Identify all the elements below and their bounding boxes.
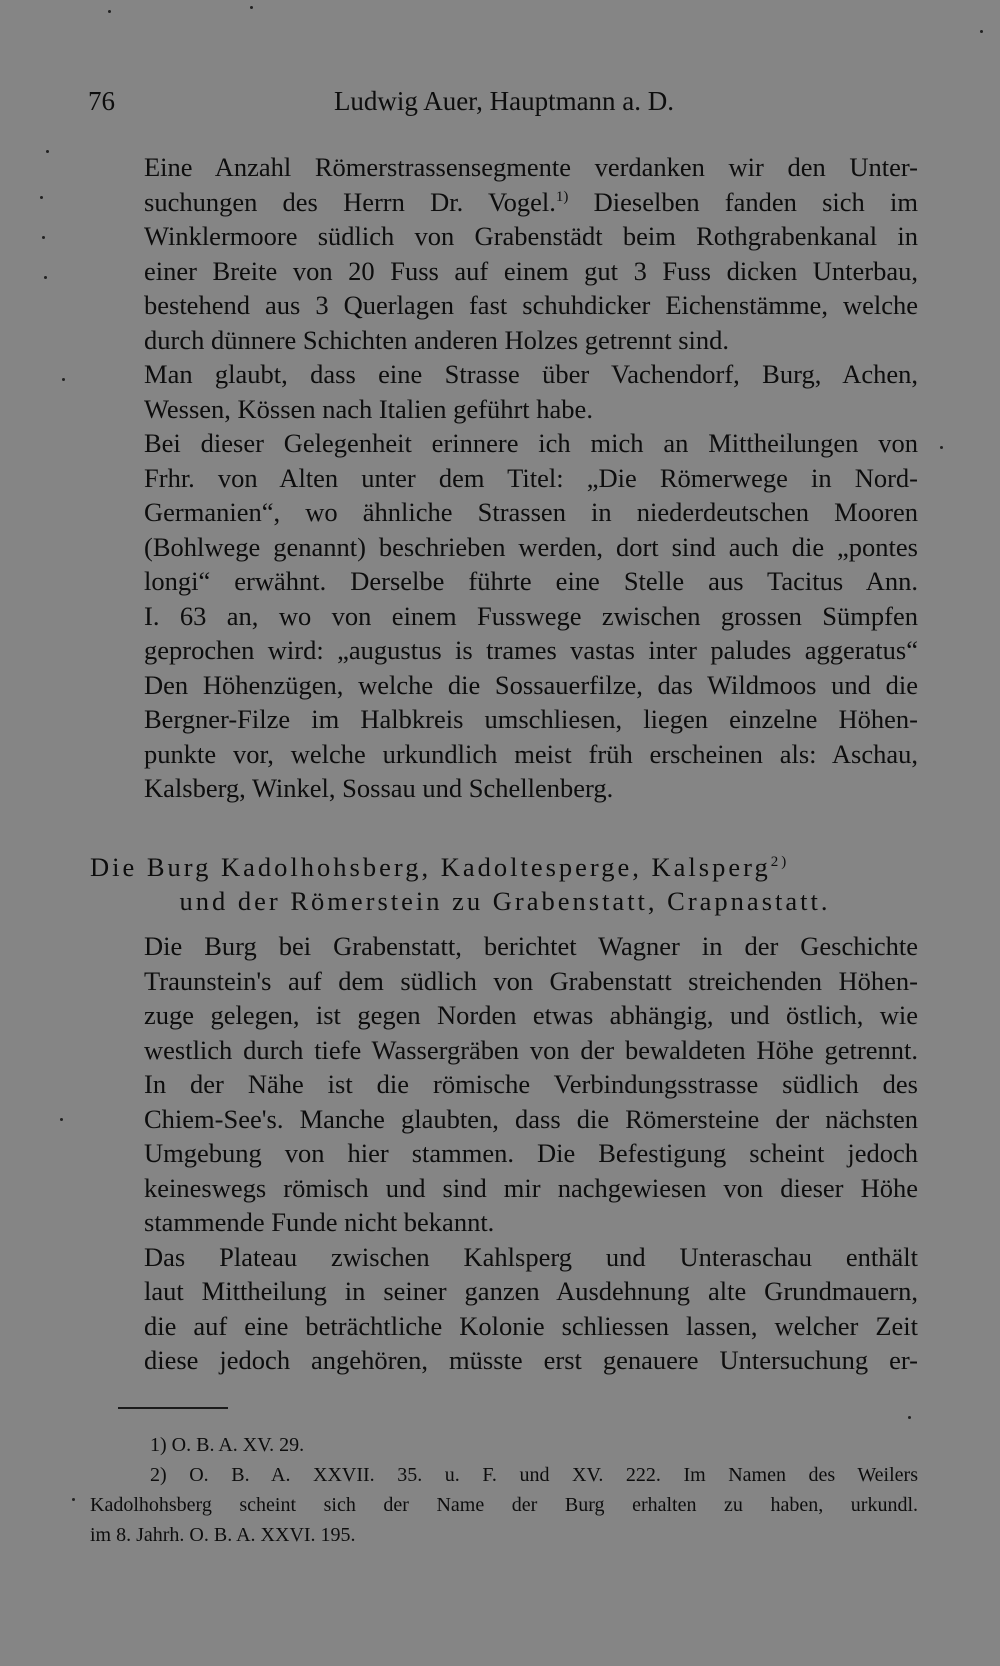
text-line: einer Breite von 20 Fuss auf einem gut 3 Fuss dicken Unterbau, [144,255,918,286]
section-heading [90,850,920,918]
text-line: punkte vor, welche urkundlich meist früh erscheinen als: Aschau, [144,738,918,769]
scan-speck [60,1118,63,1121]
text-line: Man glaubt, dass eine Strasse über Vachendorf, Burg, Achen, [144,359,918,389]
text-line: Chiem-See's. Manche glaubten, dass die Römersteine der nächsten [144,1103,918,1134]
running-head: Ludwig Auer, Hauptmann a. D. [333,86,675,116]
paragraph-castle-description [90,929,918,1240]
text-line: Germanien“, wo ähnliche Strassen in niederdeutschen Mooren [144,497,918,527]
text-line: Winklermoore südlich von Grabenstädt beim Rothgrabenkanal in [144,221,918,251]
paragraph-roman-road-segments [90,150,918,357]
text-line: westlich durch tiefe Wassergräben von der bewaldeten Höhe getrennt. [144,1034,918,1065]
text-line: I. 63 an, wo von einem Fusswege zwischen grossen Sümpfen [144,600,918,631]
footnote-divider [118,1407,228,1409]
text-block-castle [90,929,918,1378]
text-line: die auf eine beträchtliche Kolonie schliessen lassen, welcher Zeit [144,1310,918,1341]
text-line: Die Burg bei Grabenstatt, berichtet Wagner in der Geschichte [144,931,918,961]
text-line: Das Plateau zwischen Kahlsperg und Unteraschau enthält [144,1241,918,1272]
scan-speck [250,6,253,9]
text-line: durch dünnere Schichten anderen Holzes getrennt sind. [144,324,730,355]
text-line: Umgebung von hier stammen. Die Befestigung scheint jedoch [144,1138,918,1168]
text-line: In der Nähe ist die römische Verbindungsstrasse südlich des [144,1069,918,1099]
footnote-2-line: Kadolhohsberg scheint sich der Name der Burg erhalten zu haben, urkundl. [90,1494,918,1516]
heading-line: und der Römerstein zu Grabenstatt, Crapnastatt. [179,886,831,916]
text-fragment: Dieselben fanden sich im [568,186,918,217]
footnote-2-line: 2) O. B. A. XXVII. 35. u. F. und XV. 222. Im Namen des Weilers [150,1464,918,1486]
scan-speck [72,1498,75,1501]
text-line: laut Mittheilung in seiner ganzen Ausdehnung alte Grundmauern, [144,1276,918,1306]
scan-speck [46,150,49,153]
text-line [90,185,918,220]
text-line: (Bohlwege genannt) beschrieben werden, dort sind auch die „pontes [144,531,918,562]
page-number: 76 [88,86,115,116]
text-line: diese jedoch angehören, müsste erst genauere Untersuchung er- [144,1345,918,1375]
text-line: Den Höhenzügen, welche die Sossauerfilze, das Wildmoos und die [144,669,918,700]
heading-text: Die Burg Kadolhohsberg, Kadoltesperge, Kalsperg [90,852,771,882]
paragraph-roman-ways [90,426,918,806]
footnote-1: 1) O. B. A. XV. 29. [150,1434,305,1456]
paragraph-road-to-italy [90,357,918,426]
footnote-2-line: im 8. Jahrh. O. B. A. XXVI. 195. [90,1524,356,1546]
footnote-ref-2: 2) [770,854,790,871]
page-header [88,86,920,126]
scan-speck [108,10,111,13]
scan-speck [908,1416,911,1419]
footnotes [90,1430,918,1550]
text-block-roman-roads [90,150,918,806]
scan-speck [42,236,45,239]
text-line: keineswegs römisch und sind mir nachgewiesen von dieser Höhe [144,1172,918,1203]
text-line: Frhr. von Alten unter dem Titel: „Die Römerwege in Nord- [144,462,918,493]
text-line: geprochen wird: „augustus is trames vastas inter paludes aggeratus“ [144,635,918,665]
text-line: Bergner-Filze im Halbkreis umschliesen, liegen einzelne Höhen- [144,704,918,734]
text-line: zuge gelegen, ist gegen Norden etwas abhängig, und östlich, wie [144,1000,918,1030]
text-line: Bei dieser Gelegenheit erinnere ich mich an Mittheilungen von [144,428,918,458]
text-line: bestehend aus 3 Querlagen fast schuhdicker Eichenstämme, welche [144,290,918,320]
text-line: Wessen, Kössen nach Italien geführt habe. [144,393,593,424]
scan-speck [940,446,943,449]
text-line: Traunstein's auf dem südlich von Grabenstatt streichenden Höhen- [144,965,918,996]
scan-speck [40,196,43,199]
text-line: stammende Funde nicht bekannt. [144,1207,495,1237]
paragraph-plateau [90,1240,918,1378]
heading-line [90,850,920,884]
text-line: longi“ erwähnt. Derselbe führte eine Stelle aus Tacitus Ann. [144,566,918,596]
text-line: Eine Anzahl Römerstrassensegmente verdanken wir den Unter- [144,152,918,182]
text-fragment: suchungen des Herrn Dr. Vogel. [144,186,556,217]
scan-speck [980,30,983,33]
text-line: Kalsberg, Winkel, Sossau und Schellenberg. [144,773,614,803]
scan-speck [62,378,65,381]
scan-speck [44,276,47,279]
footnote-ref-1: 1) [555,188,569,205]
